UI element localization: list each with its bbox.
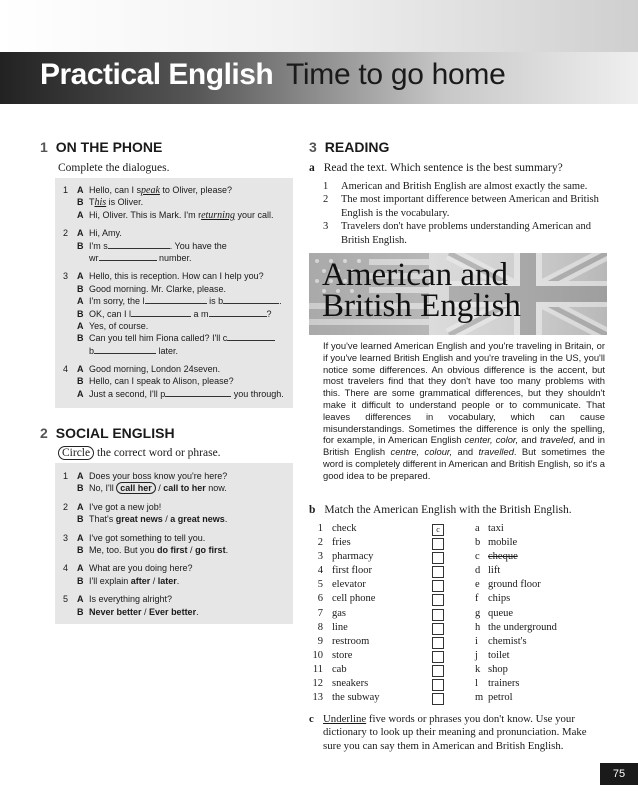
choice-line bbox=[63, 532, 291, 544]
match-row bbox=[305, 621, 605, 635]
american-number: 3 bbox=[317, 551, 323, 563]
instruction-text: Read the text. Which sentence is the best summary? bbox=[323, 162, 563, 174]
dialogue-text: Hello, can I s bbox=[89, 185, 142, 195]
dialogue-text: No, I'll bbox=[89, 483, 117, 494]
part-c-instruction bbox=[309, 713, 601, 753]
dialogue-line bbox=[63, 227, 291, 239]
speaker: A bbox=[77, 209, 84, 220]
answer-box[interactable]: c bbox=[432, 524, 444, 536]
instruction-text: the correct word or phrase. bbox=[94, 447, 221, 459]
dialogue-text: you through. bbox=[231, 388, 284, 399]
handwritten-answer: his bbox=[94, 197, 107, 209]
choice-option[interactable]: Ever better bbox=[149, 606, 197, 617]
speaker: B bbox=[77, 514, 84, 525]
british-word: mobile bbox=[488, 537, 518, 549]
dialogue-text: number. bbox=[156, 252, 192, 263]
choice-line: B Me, too. But you do first / go first. bbox=[77, 544, 229, 555]
answer-blank[interactable] bbox=[145, 295, 207, 304]
american-number: 5 bbox=[317, 579, 323, 591]
american-number: 7 bbox=[317, 607, 323, 619]
american-word: sneakers bbox=[332, 678, 369, 690]
speaker: A bbox=[77, 563, 84, 574]
dialogue-line bbox=[63, 375, 291, 387]
choice-line bbox=[63, 562, 291, 574]
british-word: petrol bbox=[488, 692, 513, 704]
american-word: cell phone bbox=[332, 593, 376, 605]
dialogue-text: is Oliver. bbox=[106, 197, 144, 208]
speaker: B bbox=[77, 283, 84, 294]
dialogue-text: Just a second, I'll p bbox=[89, 388, 166, 399]
banner-subtitle: Time to go home bbox=[286, 58, 506, 91]
dialogue-text: What are you doing here? bbox=[89, 563, 193, 574]
part-b-instruction bbox=[309, 504, 572, 516]
item-number: 4 bbox=[63, 563, 69, 574]
dialogue-text: Good morning, London 24seven. bbox=[89, 364, 221, 375]
british-letter: k bbox=[475, 663, 481, 675]
item-number: 2 bbox=[63, 501, 69, 512]
match-row bbox=[305, 536, 605, 550]
british-letter: c bbox=[475, 551, 480, 563]
dialogue-text: I'm s bbox=[89, 240, 108, 251]
dialogue-text: Can you tell him Fiona called? I'll c bbox=[89, 333, 228, 344]
answer-box[interactable] bbox=[432, 552, 444, 564]
match-row bbox=[305, 607, 605, 621]
choice-option[interactable]: great news bbox=[115, 514, 163, 525]
speaker: B bbox=[77, 606, 84, 617]
speaker: B bbox=[77, 197, 84, 208]
answer-box[interactable] bbox=[432, 623, 444, 635]
part-letter: b bbox=[309, 504, 316, 516]
dialogue-text: ? bbox=[266, 308, 272, 319]
speaker: B bbox=[77, 376, 84, 387]
instruction-text: Match the American English with the British English. bbox=[324, 504, 572, 516]
section-3-heading bbox=[309, 139, 389, 155]
british-letter: h bbox=[475, 621, 481, 633]
article-body: If you've learned American English and you're traveling in Britain, or if you've learned British English and you're traveling in the US, you'll notice some differences. An obvious difference is the accent, but most travelers find that they don't have too many problems with this. There are some grammatical differences, but they shouldn't make it difficult to understand people or to communicate. That leaves differences in vocabulary, which can cause misunderstandings. Sometimes the difference is only the spelling, for example, in American English center, color, and traveled, and in British English centre, colour, and travelled. But sometimes the word is completely different in American and British English, so it's a good idea to be prepared. bbox=[323, 340, 605, 481]
american-number: 1 bbox=[317, 523, 323, 534]
speaker: B bbox=[77, 308, 84, 319]
dialogue-text: I've got a new job! bbox=[89, 501, 162, 512]
american-number: 9 bbox=[317, 635, 323, 647]
item-number: 1 bbox=[63, 471, 69, 481]
match-row bbox=[305, 522, 605, 536]
american-word: gas bbox=[332, 607, 346, 619]
american-word: first floor bbox=[332, 565, 372, 577]
section-1-instruction: Complete the dialogues. bbox=[58, 162, 170, 174]
summary-option[interactable]: 2 The most important difference between American and British English is the vocabulary. bbox=[323, 194, 599, 219]
social-english-list bbox=[63, 470, 291, 618]
dialogues-list bbox=[63, 184, 291, 400]
dialogue-text: Hello, this is reception. How can I help you? bbox=[89, 271, 264, 282]
section-number: 1 bbox=[40, 139, 48, 155]
british-letter: d bbox=[475, 565, 481, 577]
answer-blank[interactable] bbox=[108, 240, 170, 249]
part-letter: a bbox=[309, 162, 315, 174]
answer-box[interactable] bbox=[432, 538, 444, 550]
item-number: 4 bbox=[63, 364, 69, 375]
british-letter: f bbox=[475, 593, 479, 605]
dialogue-text: Good morning. Mr. Clarke, please. bbox=[89, 283, 227, 294]
dialogue-text: is b bbox=[206, 296, 224, 307]
section-title: SOCIAL ENGLISH bbox=[55, 425, 175, 441]
dialogue-line bbox=[63, 332, 291, 344]
american-number: 13 bbox=[312, 692, 323, 704]
speaker: A bbox=[77, 185, 84, 195]
section-title: ON THE PHONE bbox=[55, 139, 163, 155]
part-a-instruction bbox=[309, 162, 563, 174]
match-row bbox=[305, 691, 605, 705]
choice-line: B That's great news / a great news. bbox=[77, 514, 228, 525]
choice-option[interactable]: later bbox=[157, 575, 177, 586]
choice-option[interactable]: do first bbox=[157, 544, 188, 555]
handwritten-answer: eturning bbox=[201, 209, 235, 221]
dialogue-text: . bbox=[279, 296, 282, 307]
dialogue-line bbox=[63, 320, 291, 332]
item-number: 5 bbox=[63, 594, 69, 605]
dialogue-text: OK, can I l bbox=[89, 308, 132, 319]
dialogue-text: Hi, Amy. bbox=[89, 228, 122, 239]
answer-box[interactable] bbox=[432, 609, 444, 621]
dialogue-text: later. bbox=[156, 345, 179, 356]
american-word: fries bbox=[332, 537, 351, 549]
dialogue-text: your call. bbox=[234, 209, 274, 220]
answer-blank[interactable] bbox=[94, 345, 156, 354]
answer-box[interactable] bbox=[432, 665, 444, 677]
answer-blank[interactable] bbox=[223, 295, 279, 304]
american-number: 10 bbox=[312, 649, 323, 661]
american-word: pharmacy bbox=[332, 551, 374, 563]
british-word: toilet bbox=[488, 649, 510, 661]
part-letter: c bbox=[309, 713, 314, 725]
summary-option[interactable]: 1 American and British English are almost exactly the same. bbox=[323, 181, 588, 192]
dialogue-text: Hi, Oliver. This is Mark. I'm r bbox=[89, 209, 202, 220]
british-letter: a bbox=[475, 523, 480, 534]
speaker: A bbox=[77, 320, 84, 331]
speaker: B bbox=[77, 575, 84, 586]
match-row bbox=[305, 564, 605, 578]
page-number: 75 bbox=[600, 763, 638, 785]
american-word: elevator bbox=[332, 579, 366, 591]
answer-blank[interactable] bbox=[165, 388, 231, 397]
speaker: A bbox=[77, 271, 84, 282]
choice-line: B No, I'll call her / call to her now. bbox=[77, 483, 227, 494]
answer-box[interactable] bbox=[432, 679, 444, 691]
match-row bbox=[305, 592, 605, 606]
section-number: 3 bbox=[309, 139, 317, 155]
choice-option[interactable]: a great news bbox=[170, 514, 225, 525]
summary-options bbox=[323, 180, 605, 247]
circle-word: Circle bbox=[58, 446, 94, 460]
dialogue-text: T bbox=[89, 197, 95, 208]
british-letter: i bbox=[475, 635, 478, 647]
dialogue-line bbox=[63, 345, 291, 357]
american-number: 2 bbox=[317, 537, 323, 549]
choice-line bbox=[63, 501, 291, 513]
american-word: store bbox=[332, 649, 353, 661]
choice-option[interactable]: go first bbox=[195, 544, 226, 555]
american-number: 6 bbox=[317, 593, 323, 605]
handwritten-answer: peak bbox=[141, 185, 160, 196]
dialogue-line bbox=[63, 363, 291, 375]
article-title: American and British English bbox=[322, 257, 521, 324]
speaker: B bbox=[77, 483, 84, 494]
dialogue-text: b bbox=[89, 345, 95, 356]
instruction-text: five words or phrases you don't know. Use your dictionary to look up their meaning and pronunciation. Make sure you can say them in American and British English. bbox=[323, 713, 587, 752]
dialogue-text: . You have the bbox=[169, 240, 227, 251]
speaker: B bbox=[77, 544, 84, 555]
banner-background-top bbox=[0, 0, 638, 52]
answer-box[interactable] bbox=[432, 637, 444, 649]
answer-blank[interactable] bbox=[99, 252, 157, 261]
item-number: 3 bbox=[63, 271, 69, 282]
answer-box[interactable] bbox=[432, 693, 444, 705]
speaker: B bbox=[77, 333, 84, 344]
american-word: check bbox=[332, 523, 357, 534]
british-word: trainers bbox=[488, 678, 520, 690]
dialogue-text: Is everything alright? bbox=[89, 594, 173, 605]
dialogue-line bbox=[63, 270, 291, 282]
choice-line bbox=[63, 593, 291, 605]
underline-word: Underline bbox=[323, 713, 367, 725]
match-row bbox=[305, 550, 605, 564]
british-word: taxi bbox=[488, 523, 504, 534]
choice-option[interactable]: after bbox=[130, 575, 151, 586]
british-word: chemist's bbox=[488, 635, 527, 647]
british-letter: b bbox=[475, 537, 481, 549]
speaker: A bbox=[77, 471, 84, 481]
dialogue-line bbox=[63, 240, 291, 252]
british-letter: l bbox=[475, 678, 478, 690]
dialogue-line bbox=[63, 295, 291, 307]
american-word: restroom bbox=[332, 635, 370, 647]
british-word: queue bbox=[488, 607, 514, 619]
british-letter: g bbox=[475, 607, 481, 619]
british-word: cheque bbox=[488, 551, 518, 563]
section-1-heading bbox=[40, 139, 162, 155]
british-letter: e bbox=[475, 579, 480, 591]
dialogue-text: wr bbox=[89, 252, 99, 263]
british-letter: m bbox=[475, 692, 484, 704]
british-letter: j bbox=[475, 649, 478, 661]
section-title: READING bbox=[324, 139, 390, 155]
dialogue-text: I've got something to tell you. bbox=[89, 532, 206, 543]
choice-option-circled[interactable]: call her bbox=[116, 482, 156, 494]
choice-option[interactable]: Never better bbox=[89, 606, 142, 617]
british-word: the underground bbox=[488, 621, 557, 633]
dialogue-text: I'm sorry, the l bbox=[89, 296, 145, 307]
answer-blank[interactable] bbox=[131, 308, 191, 317]
dialogue-line bbox=[63, 308, 291, 320]
british-word: ground floor bbox=[488, 579, 541, 591]
page-title bbox=[0, 58, 638, 106]
speaker: B bbox=[77, 240, 84, 251]
answer-blank[interactable] bbox=[227, 332, 275, 341]
american-word: the subway bbox=[332, 692, 380, 704]
speaker: A bbox=[77, 594, 84, 605]
choice-option[interactable]: call to her bbox=[163, 483, 206, 494]
choice-line: B Never better / Ever better. bbox=[77, 606, 199, 617]
british-word: shop bbox=[488, 663, 508, 675]
choice-line: B I'll explain after / later. bbox=[77, 575, 180, 586]
match-row bbox=[305, 663, 605, 677]
american-number: 11 bbox=[312, 663, 323, 675]
american-word: cab bbox=[332, 663, 347, 675]
dialogue-line bbox=[63, 196, 291, 208]
choice-line bbox=[63, 470, 291, 482]
british-word: lift bbox=[488, 565, 501, 577]
answer-blank[interactable] bbox=[209, 308, 267, 317]
answer-box[interactable] bbox=[432, 594, 444, 606]
american-number: 4 bbox=[317, 565, 323, 577]
dialogue-text: to Oliver, please? bbox=[159, 185, 232, 195]
item-number: 2 bbox=[63, 228, 69, 239]
dialogue-text: Yes, of course. bbox=[89, 320, 149, 331]
speaker: A bbox=[77, 228, 84, 239]
banner-main-title: Practical English bbox=[40, 58, 274, 91]
answer-box[interactable] bbox=[432, 651, 444, 663]
answer-box[interactable] bbox=[432, 580, 444, 592]
item-number: 1 bbox=[63, 185, 69, 195]
match-row bbox=[305, 649, 605, 663]
match-row bbox=[305, 677, 605, 691]
match-row bbox=[305, 635, 605, 649]
dialogue-line bbox=[63, 388, 291, 400]
section-2-instruction bbox=[58, 447, 221, 459]
dialogue-line bbox=[63, 184, 291, 196]
speaker: A bbox=[77, 388, 84, 399]
dialogue-text: Does your boss know you're here? bbox=[89, 471, 228, 481]
british-word: chips bbox=[488, 593, 511, 605]
american-number: 12 bbox=[312, 678, 323, 690]
match-row bbox=[305, 578, 605, 592]
speaker: A bbox=[77, 296, 84, 307]
answer-box[interactable] bbox=[432, 566, 444, 578]
american-number: 8 bbox=[317, 621, 323, 633]
dialogue-line bbox=[63, 252, 291, 264]
item-number: 3 bbox=[63, 532, 69, 543]
section-2-heading bbox=[40, 425, 175, 441]
speaker: A bbox=[77, 364, 84, 375]
summary-option[interactable]: 3 Travelers don't have problems understanding American and British English. bbox=[323, 221, 591, 246]
dialogue-line bbox=[63, 283, 291, 295]
american-word: line bbox=[332, 621, 348, 633]
dialogue-text: Hello, can I speak to Alison, please? bbox=[89, 376, 234, 387]
dialogue-line bbox=[63, 209, 291, 221]
section-number: 2 bbox=[40, 425, 48, 441]
speaker: A bbox=[77, 532, 84, 543]
dialogue-text: a m bbox=[191, 308, 209, 319]
speaker: A bbox=[77, 501, 84, 512]
matching-exercise bbox=[305, 522, 605, 705]
